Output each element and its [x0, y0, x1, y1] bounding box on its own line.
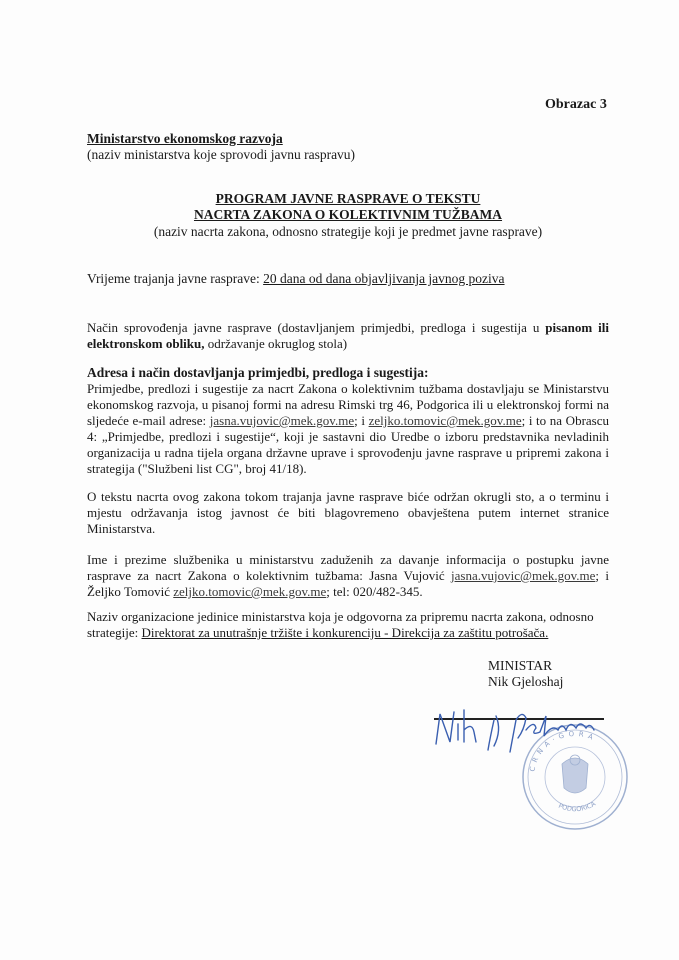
svg-text:PODGORICA: PODGORICA — [557, 799, 598, 814]
document-title — [87, 191, 609, 240]
duration-line — [87, 271, 505, 287]
method-paragraph — [87, 320, 609, 352]
address-heading: Adresa i način dostavljanja primjedbi, predloga i sugestija: — [87, 365, 429, 380]
ministry-name: Ministarstvo ekonomskog razvoja — [87, 131, 283, 146]
officials-text-c: ; tel: 020/482-345. — [326, 584, 423, 599]
svg-text:C R N A · G O R A: C R N A · G O R A — [528, 729, 596, 773]
address-section — [87, 365, 609, 477]
org-unit-value: Direktorat za unutrašnje tržište i konkurenciju - Direkcija za zaštitu potrošača. — [141, 625, 549, 640]
ministry-note: (naziv ministarstva koje sprovodi javnu raspravu) — [87, 147, 356, 162]
address-text-a: Primjedbe, predlozi i sugestije za nacrt Zakona o kolektivnim tužbama dostavljaju se Ministarstvu ekonomskog razvoja, u pisanoj formi na adresu Rimski trg 46, Podgorica ili u elektronskoj formi na sljedeće e-mail adrese: — [87, 381, 609, 428]
duration-label: Vrijeme trajanja javne rasprave: — [87, 271, 264, 286]
title-note: (naziv nacrta zakona, odnosno strategije koji je predmet javne rasprave) — [153, 224, 543, 239]
roundtable-paragraph: O tekstu nacrta ovog zakona tokom trajanja javne rasprave biće održan okrugli sto, a o terminu i mjestu održavanja istog javnost će biti blagovremeno obavještena putem internet stranice Ministarstva. — [87, 489, 609, 536]
email-link-zeljko-2[interactable]: zeljko.tomovic@mek.gov.me — [173, 584, 327, 599]
signatory-block — [488, 658, 563, 690]
officials-text-a: Ime i prezime službenika u ministarstvu zaduženih za davanje informacija o postupku javne rasprave za nacrt Zakona o kolektivnim tužbama: Jasna Vujović — [87, 552, 609, 583]
signatory-name: Nik Gjeloshaj — [488, 674, 564, 689]
method-text-a: Način sprovođenja javne rasprave (dostavljanjem primjedbi, predloga i sugestija u — [87, 320, 546, 335]
form-number: Obrazac 3 — [545, 97, 607, 112]
signatory-title: MINISTAR — [488, 658, 553, 673]
method-bold: pisanom ili elektronskom obliku, — [87, 320, 609, 351]
method-text-b: održavanje okruglog stola) — [204, 336, 348, 351]
title-line-1: PROGRAM JAVNE RASPRAVE O TEKSTU — [215, 191, 481, 206]
address-text-b: ; i to na Obrascu 4: „Primjedbe, predlozi i sugestije“, koji je sastavni dio Uredbe o izboru predstavnika nevladinih organizacija u radna tijela organa državne uprave i sprovođenju javne rasprave u pripremi zakona i strategija ("Službeni list CG", broj 41/18). — [87, 413, 609, 476]
org-unit-paragraph — [87, 609, 617, 641]
org-unit-text: Naziv organizacione jedinice ministarstva koja je odgovorna za pripremu nacrta zakona, odnosno strategije: — [87, 609, 594, 640]
officials-text-b: ; i Željko Tomović — [87, 568, 610, 599]
address-paragraph — [87, 381, 609, 477]
officials-paragraph — [87, 552, 609, 600]
handwritten-signature-icon — [430, 700, 620, 760]
email-link-jasna-2[interactable]: jasna.vujovic@mek.gov.me — [451, 568, 596, 583]
email-link-jasna[interactable]: jasna.vujovic@mek.gov.me — [209, 413, 355, 428]
address-sep: ; i — [354, 413, 369, 428]
duration-value: 20 dana od dana objavljivanja javnog poziva — [263, 271, 505, 286]
title-line-2: NACRTA ZAKONA O KOLEKTIVNIM TUŽBAMA — [193, 207, 503, 222]
email-link-zeljko[interactable]: zeljko.tomovic@mek.gov.me — [368, 413, 522, 428]
